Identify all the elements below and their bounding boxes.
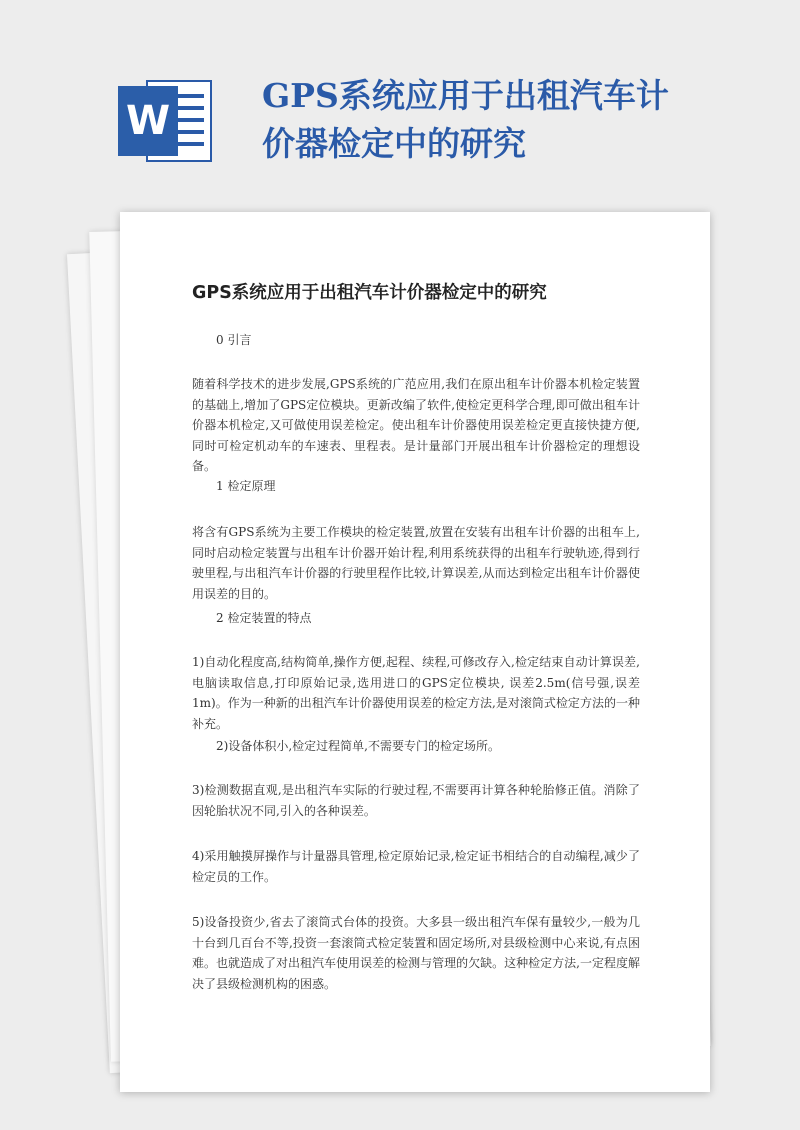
text-line-icon <box>176 118 204 122</box>
word-badge: W <box>118 86 178 156</box>
section-heading-intro: 0 引言 <box>216 333 252 347</box>
section-heading-features: 2 检定装置的特点 <box>216 611 312 625</box>
document-title-line-1: GPS系统应用于出租汽车计 <box>262 76 669 115</box>
page-title: GPS系统应用于出租汽车计价器检定中的研究 <box>192 283 547 303</box>
feature-2: 2)设备体积小,检定过程简单,不需要专门的检定场所。 <box>216 739 500 753</box>
paragraph-principle: 将含有GPS系统为主要工作模块的检定装置,放置在安装有出租车计价器的出租车上,同时启动检定装置与出租车计价器开始计程,利用系统获得的出租车行驶轨迹,得到行驶里程,与出租汽车计价器的行驶里程作比较,计算误差,从而达到检定出租车计价器使用误差的目的。 <box>192 525 640 601</box>
text-line-icon <box>176 106 204 110</box>
text-line-icon <box>176 130 204 134</box>
paragraph-feature-1: 1)自动化程度高,结构简单,操作方便,起程、续程,可修改存入,检定结束自动计算误差,电脑读取信息,打印原始记录,选用进口的GPS定位模块, 误差2.5m(信号强,误差1m)。作为一种新的出租汽车计价器使用误差的检定方法,是对滚筒式检定方法的一种补充。 <box>192 655 640 731</box>
document-title-line-2: 价器检定中的研究 <box>262 124 526 163</box>
paragraph-feature-3: 3)检测数据直观,是出租汽车实际的行驶过程,不需要再计算各种轮胎修正值。消除了因轮胎状况不同,引入的各种误差。 <box>192 783 640 818</box>
document-title <box>262 72 682 168</box>
text-line-icon <box>176 94 204 98</box>
paragraph-feature-4: 4)采用触摸屏操作与计量器具管理,检定原始记录,检定证书相结合的自动编程,减少了检定员的工作。 <box>192 849 640 884</box>
paragraph-intro: 随着科学技术的进步发展,GPS系统的广范应用,我们在原出租车计价器本机检定装置的基础上,增加了GPS定位模块。更新改编了软件,使检定更科学合理,即可做出租车计价器本机检定,又可做使用误差检定。使出租车计价器使用误差检定更直接快捷方便,同时可检定机动车的车速表、里程表。是计量部门开展出租车计价器检定的理想设备。 <box>192 377 640 473</box>
text-line-icon <box>176 142 204 146</box>
section-heading-principle: 1 检定原理 <box>216 479 276 493</box>
document-page <box>120 212 710 1092</box>
paragraph-feature-5: 5)设备投资少,省去了滚筒式台体的投资。大多县一级出租汽车保有量较少,一般为几十台到几百台不等,投资一套滚筒式检定装置和固定场所,对县级检测中心来说,有点困难。也就造成了对出租汽车使用误差的检测与管理的欠缺。这种检定方法,一定程度解决了县级检测机构的困惑。 <box>192 915 640 991</box>
word-document-icon <box>118 80 214 162</box>
